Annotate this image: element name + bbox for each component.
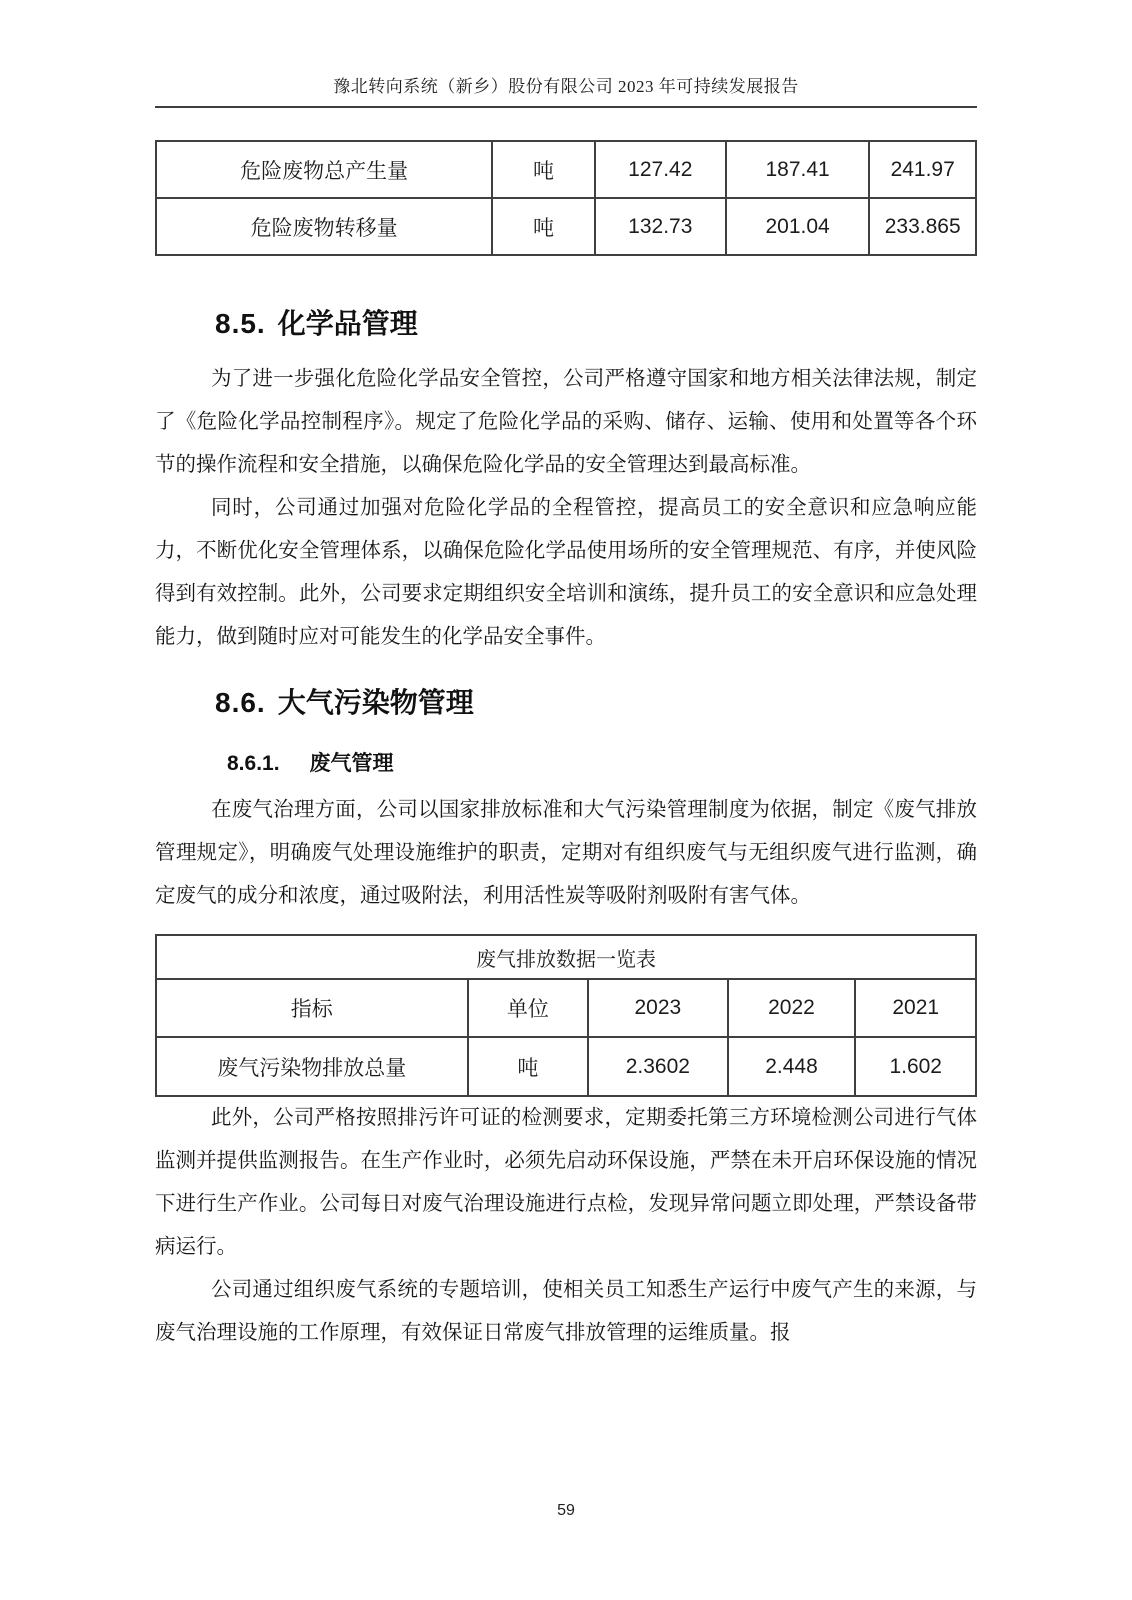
table-row bbox=[156, 141, 976, 198]
value-2023-cell: 132.73 bbox=[595, 198, 726, 255]
section-heading-8-6 bbox=[215, 681, 977, 721]
unit-cell: 吨 bbox=[468, 1037, 589, 1096]
paragraph: 在废气治理方面，公司以国家排放标准和大气污染管理制度为依据，制定《废气排放管理规定》，明确废气处理设施维护的职责，定期对有组织废气与无组织废气进行监测，确定废气的成分和浓度，通过吸附法，利用活性炭等吸附剂吸附有害气体。 bbox=[155, 799, 977, 907]
header-2023: 2023 bbox=[588, 979, 727, 1037]
paragraph: 此外，公司严格按照排污许可证的检测要求，定期委托第三方环境检测公司进行气体监测并提供监测报告。在生产作业时，必须先启动环保设施，严禁在未开启环保设施的情况下进行生产作业。公司每日对废气治理设施进行点检，发现异常问题立即处理，严禁设备带病运行。 bbox=[155, 1107, 977, 1258]
paragraph: 公司通过组织废气系统的专题培训，使相关员工知悉生产运行中废气产生的来源，与废气治理设施的工作原理，有效保证日常废气排放管理的运维质量。报 bbox=[155, 1279, 977, 1344]
section-title: 化学品管理 bbox=[277, 308, 418, 339]
page-header bbox=[155, 0, 977, 108]
section-title: 大气污染物管理 bbox=[277, 687, 474, 718]
paragraph: 为了进一步强化危险化学品安全管控，公司严格遵守国家和地方相关法律法规，制定了《危险化学品控制程序》。规定了危险化学品的采购、储存、运输、使用和处置等各个环节的操作流程和安全措施，以确保危险化学品的安全管理达到最高标准。 bbox=[155, 368, 977, 476]
value-2021-cell: 241.97 bbox=[869, 141, 976, 198]
table-title-row bbox=[156, 935, 976, 979]
table-row bbox=[156, 1037, 976, 1096]
report-title: 豫北转向系统（新乡）股份有限公司 2023 年可持续发展报告 bbox=[333, 77, 799, 96]
indicator-cell: 危险废物总产生量 bbox=[156, 141, 492, 198]
hazardous-waste-table bbox=[155, 140, 977, 256]
page-number-text: 59 bbox=[557, 1502, 575, 1519]
header-indicator: 指标 bbox=[156, 979, 468, 1037]
value-2022-cell: 187.41 bbox=[726, 141, 870, 198]
section-title: 废气管理 bbox=[309, 752, 394, 775]
section-number: 8.6. bbox=[215, 687, 266, 718]
section-heading-8-6-1 bbox=[227, 747, 977, 777]
value-2021-cell: 1.602 bbox=[855, 1037, 976, 1096]
value-2023-cell: 127.42 bbox=[595, 141, 726, 198]
page-number bbox=[0, 1502, 1132, 1520]
value-2022-cell: 2.448 bbox=[728, 1037, 856, 1096]
header-2022: 2022 bbox=[728, 979, 856, 1037]
indicator-cell: 危险废物转移量 bbox=[156, 198, 492, 255]
unit-cell: 吨 bbox=[492, 141, 595, 198]
value-2021-cell: 233.865 bbox=[869, 198, 976, 255]
unit-cell: 吨 bbox=[492, 198, 595, 255]
table-title: 废气排放数据一览表 bbox=[156, 935, 976, 979]
table-header-row bbox=[156, 979, 976, 1037]
section-number: 8.6.1. bbox=[227, 752, 280, 775]
table-row bbox=[156, 198, 976, 255]
waste-gas-emission-table bbox=[155, 934, 977, 1097]
header-unit: 单位 bbox=[468, 979, 589, 1037]
value-2023-cell: 2.3602 bbox=[588, 1037, 727, 1096]
indicator-cell: 废气污染物排放总量 bbox=[156, 1037, 468, 1096]
section-number: 8.5. bbox=[215, 308, 266, 339]
value-2022-cell: 201.04 bbox=[726, 198, 870, 255]
paragraph: 同时，公司通过加强对危险化学品的全程管控，提高员工的安全意识和应急响应能力，不断优化安全管理体系，以确保危险化学品使用场所的安全管理规范、有序，并使风险得到有效控制。此外，公司要求定期组织安全培训和演练，提升员工的安全意识和应急处理能力，做到随时应对可能发生的化学品安全事件。 bbox=[155, 497, 977, 648]
header-2021: 2021 bbox=[855, 979, 976, 1037]
section-heading-8-5 bbox=[215, 302, 977, 342]
